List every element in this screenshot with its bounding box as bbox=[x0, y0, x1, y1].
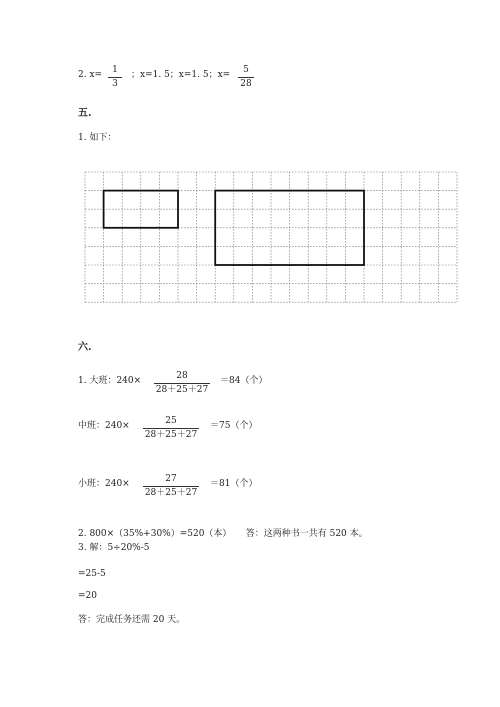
fraction-denominator: 28＋25＋27 bbox=[144, 488, 198, 498]
fraction-numerator: 1 bbox=[112, 65, 118, 75]
small-class-result: ＝81（个） bbox=[210, 479, 258, 489]
section-5-item-1: 1. 如下： bbox=[78, 133, 117, 143]
question-2-line: 2. 800×（35%+30%）=520（本） 答：这两种书一共有 520 本。 bbox=[78, 529, 368, 539]
big-class-fraction bbox=[154, 372, 210, 395]
middle-class-result: ＝75（个） bbox=[210, 421, 258, 431]
question-3-answer: 答：完成任务还需 20 天。 bbox=[78, 615, 186, 625]
question-3-line: 3. 解：5÷20%-5 bbox=[78, 543, 150, 553]
line2-middle: ；x=1. 5；x=1. 5；x= bbox=[131, 70, 231, 80]
middle-class-fraction bbox=[143, 417, 199, 440]
fraction-denominator: 28＋25＋27 bbox=[155, 385, 209, 395]
fraction-numerator: 25 bbox=[165, 416, 177, 426]
big-class-label: 1. 大班：240× bbox=[78, 376, 142, 386]
fraction-denominator: 28＋25＋27 bbox=[144, 430, 198, 440]
section-5-heading: 五. bbox=[78, 108, 92, 119]
line2-prefix: 2. x= bbox=[78, 70, 103, 80]
fraction-denominator: 28 bbox=[240, 79, 252, 89]
small-class-label: 小班：240× bbox=[78, 479, 130, 489]
small-class-fraction bbox=[143, 475, 199, 498]
fraction-numerator: 28 bbox=[176, 371, 188, 381]
question-3-step-2: =20 bbox=[78, 591, 97, 601]
section-6-heading: 六. bbox=[78, 342, 92, 353]
fraction-numerator: 5 bbox=[243, 65, 249, 75]
question-3-step-1: =25-5 bbox=[78, 569, 106, 579]
big-class-result: ＝84（个） bbox=[220, 376, 268, 386]
fraction-denominator: 3 bbox=[112, 79, 118, 89]
middle-class-label: 中班：240× bbox=[78, 421, 130, 431]
fraction-numerator: 27 bbox=[165, 474, 177, 484]
